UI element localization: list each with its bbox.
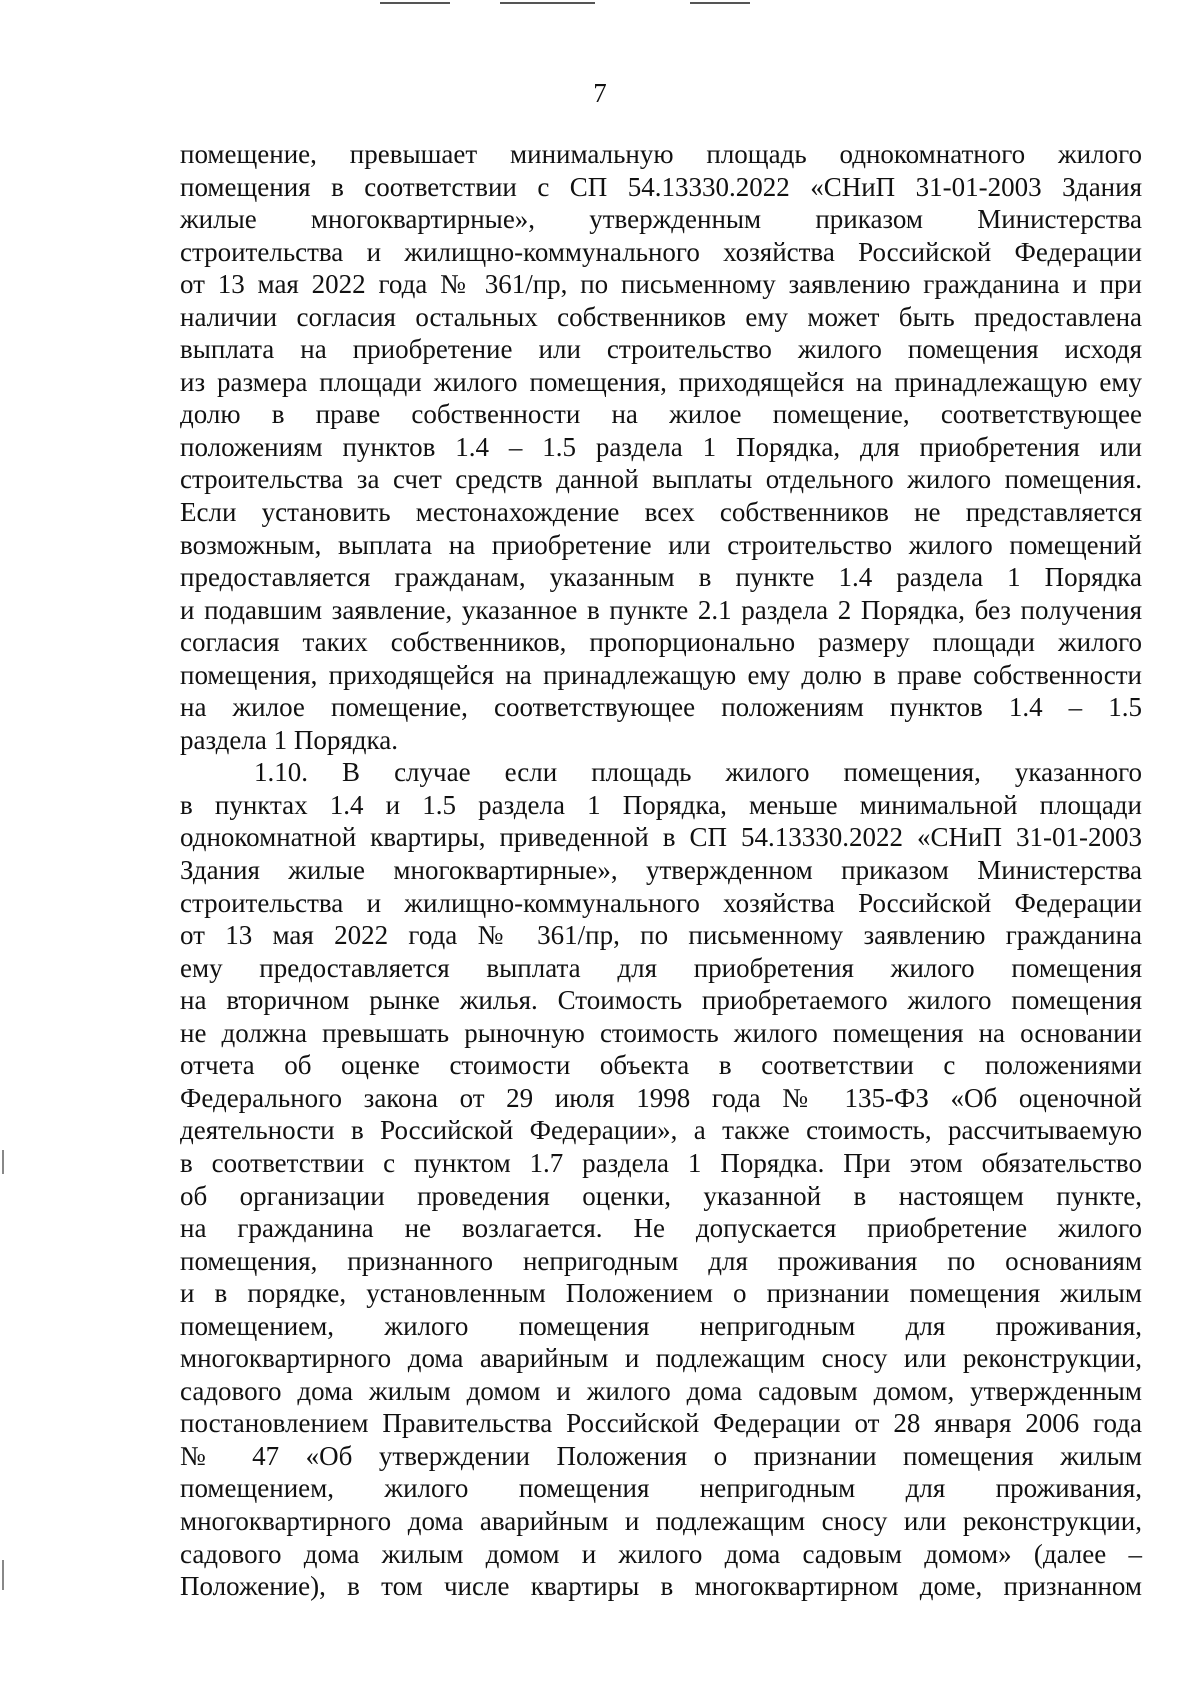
text-line: об организации проведения оценки, указанной в настоящем пункте, (180, 1180, 1142, 1211)
text-line: помещения, признанного непригодным для проживания по основаниям (180, 1245, 1142, 1276)
text-line: в пунктах 1.4 и 1.5 раздела 1 Порядка, меньше минимальной площади (180, 789, 1142, 820)
scan-mark (380, 2, 450, 4)
text-line: многоквартирного дома аварийным и подлежащим сносу или реконструкции, (180, 1343, 1142, 1374)
text-line: долю в праве собственности на жилое помещение, соответствующее (180, 399, 1142, 430)
scan-mark (500, 2, 595, 4)
text-line: строительства и жилищно-коммунального хозяйства Российской Федерации (180, 236, 1142, 267)
text-line: помещением, жилого помещения непригодным для проживания, (180, 1473, 1142, 1504)
text-line: и подавшим заявление, указанное в пункте 2.1 раздела 2 Порядка, без получения (180, 594, 1142, 625)
text-line: помещения, приходящейся на принадлежащую ему долю в праве собственности (180, 659, 1142, 690)
text-line: положениям пунктов 1.4 – 1.5 раздела 1 Порядка, для приобретения или (180, 431, 1142, 462)
scan-margin-mark (2, 1150, 4, 1174)
text-line: от 13 мая 2022 года № 361/пр, по письменному заявлению гражданина и при (180, 269, 1142, 300)
text-line: постановлением Правительства Российской Федерации от 28 января 2006 года (180, 1408, 1142, 1439)
document-body (180, 138, 1142, 1603)
text-line: выплата на приобретение или строительство жилого помещения исходя (180, 334, 1142, 365)
text-line: 1.10. В случае если площадь жилого помещения, указанного (254, 757, 1142, 788)
text-line: предоставляется гражданам, указанным в пункте 1.4 раздела 1 Порядка (180, 562, 1142, 593)
text-line: в соответствии с пунктом 1.7 раздела 1 Порядка. При этом обязательство (180, 1147, 1142, 1178)
text-line: Федерального закона от 29 июля 1998 года № 135-ФЗ «Об оценочной (180, 1082, 1142, 1113)
text-line: на жилое помещение, соответствующее положениям пунктов 1.4 – 1.5 (180, 692, 1142, 723)
text-line: от 13 мая 2022 года № 361/пр, по письменному заявлению гражданина (180, 920, 1142, 951)
text-line: строительства и жилищно-коммунального хозяйства Российской Федерации (180, 887, 1142, 918)
text-line: на вторичном рынке жилья. Стоимость приобретаемого жилого помещения (180, 985, 1142, 1016)
text-line: на гражданина не возлагается. Не допускается приобретение жилого (180, 1213, 1142, 1244)
text-line: Если установить местонахождение всех собственников не представляется (180, 497, 1142, 528)
text-line: № 47 «Об утверждении Положения о признании помещения жилым (180, 1440, 1142, 1471)
text-line: наличии согласия остальных собственников ему может быть предоставлена (180, 301, 1142, 332)
page-number: 7 (593, 78, 607, 108)
text-line: и в порядке, установленным Положением о признании помещения жилым (180, 1278, 1142, 1309)
text-line: не должна превышать рыночную стоимость жилого помещения на основании (180, 1017, 1142, 1048)
text-line: из размера площади жилого помещения, приходящейся на принадлежащую ему (180, 366, 1142, 397)
text-line: многоквартирного дома аварийным и подлежащим сносу или реконструкции, (180, 1505, 1142, 1536)
text-line: ему предоставляется выплата для приобретения жилого помещения (180, 952, 1142, 983)
text-line: Положение), в том числе квартиры в многоквартирном доме, признанном (180, 1571, 1142, 1602)
text-line: садового дома жилым домом и жилого дома садовым домом, утвержденным (180, 1375, 1142, 1406)
text-line: помещение, превышает минимальную площадь однокомнатного жилого (180, 139, 1142, 169)
paragraph-continuation (180, 138, 1142, 756)
text-line: Здания жилые многоквартирные», утвержденном приказом Министерства (180, 855, 1142, 886)
text-line: помещения в соответствии с СП 54.13330.2022 «СНиП 31-01-2003 Здания (180, 171, 1142, 202)
scan-mark (690, 2, 750, 4)
text-line: помещением, жилого помещения непригодным для проживания, (180, 1310, 1142, 1341)
scan-top-marks (0, 0, 1200, 10)
text-line: возможным, выплата на приобретение или строительство жилого помещений (180, 529, 1142, 560)
text-line: садового дома жилым домом и жилого дома садовым домом» (далее – (180, 1538, 1142, 1569)
text-line: согласия таких собственников, пропорционально размеру площади жилого (180, 627, 1142, 658)
text-line: деятельности в Российской Федерации», а также стоимость, рассчитываемую (180, 1115, 1142, 1146)
text-line: однокомнатной квартиры, приведенной в СП 54.13330.2022 «СНиП 31-01-2003 (180, 822, 1142, 853)
text-line: отчета об оценке стоимости объекта в соответствии с положениями (180, 1050, 1142, 1081)
scan-margin-mark (2, 1560, 4, 1590)
paragraph-1-10 (180, 756, 1142, 1602)
text-line: жилые многоквартирные», утвержденным приказом Министерства (180, 204, 1142, 235)
text-line: строительства за счет средств данной выплаты отдельного жилого помещения. (180, 464, 1142, 495)
text-line: раздела 1 Порядка. (180, 724, 398, 755)
